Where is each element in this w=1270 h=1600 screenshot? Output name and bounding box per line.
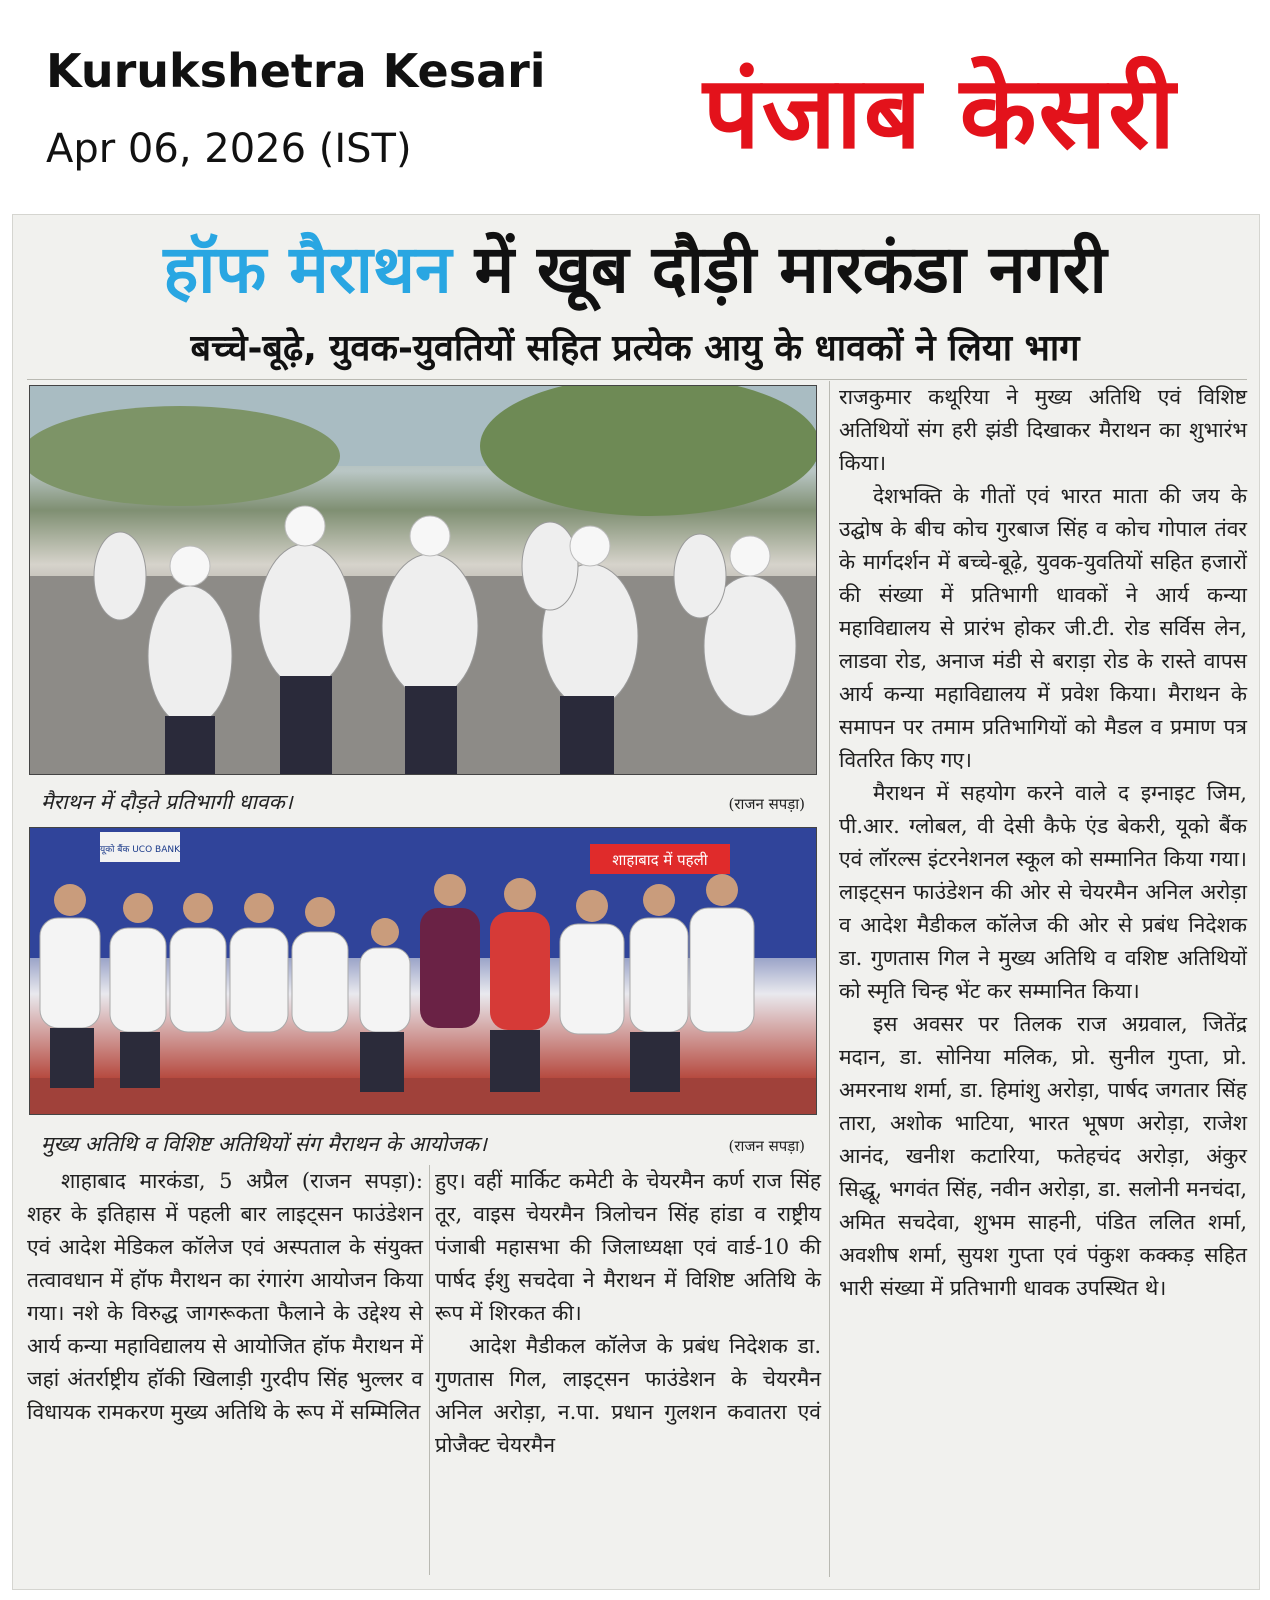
page-header xyxy=(0,0,1270,212)
headline-highlight: हॉफ मैराथन xyxy=(163,231,452,308)
news-clipping xyxy=(12,214,1260,1590)
marathon-runners-photo xyxy=(29,385,817,775)
photo1-credit: (राजन सपड़ा) xyxy=(728,795,805,813)
event-banner-text: शाहाबाद में पहली xyxy=(612,851,708,869)
edition-name: Kurukshetra Kesari xyxy=(46,44,546,98)
publication-date: Apr 06, 2026 (IST) xyxy=(46,126,412,172)
photo2-caption xyxy=(41,1129,811,1159)
paragraph: देशभक्ति के गीतों एवं भारत माता की जय के उद्घोष के बीच कोच गुरबाज सिंह व कोच गोपाल तंवर के मार्गदर्शन में बच्चे-बूढ़े, युवक-युवतियों सहित हजारों की संख्या में प्रतिभागी धावकों ने आर्य कन्या महाविद्यालय से प्रारंभ होकर जी.टी. रोड सर्विस लेन, लाडवा रोड, अनाज मंडी से बराड़ा रोड के रास्ते वापस आर्य कन्या महाविद्यालय में प्रवेश किया। मैराथन के समापन पर तमाम प्रतिभागियों को मैडल व प्रमाण पत्र वितरित किए गए। xyxy=(839,484,1247,772)
column-divider xyxy=(829,381,830,1577)
group-illustration xyxy=(30,828,816,1114)
photo1-caption-text: मैराथन में दौड़ते प्रतिभागी धावक। xyxy=(41,790,293,814)
paragraph: राजकुमार कथूरिया ने मुख्य अतिथि एवं विशिष्ट अतिथियों संग हरी झंडी दिखाकर मैराथन का शुभारंभ किया। xyxy=(839,385,1247,475)
organizers-group-photo xyxy=(29,827,817,1115)
runners-illustration xyxy=(30,386,816,774)
article-column-3 xyxy=(839,381,1247,1305)
article-headline xyxy=(25,225,1245,315)
photo2-credit: (राजन सपड़ा) xyxy=(728,1137,805,1155)
paragraph: शाहाबाद मारकंडा, 5 अप्रैल (राजन सपड़ा): शहर के इतिहास में पहली बार लाइट्सन फाउंडेशन एवं आदेश मेडिकल कॉलेज एवं अस्पताल के संयुक्त तत्वावधान में हॉफ मैराथन का रंगारंग आयोजन किया गया। नशे के विरुद्ध जागरूकता फैलाने के उद्देश्य से आर्य कन्या महाविद्यालय से आयोजित हॉफ मैराथन में जहां अंतर्राष्ट्रीय हॉकी खिलाड़ी गुरदीप सिंह भुल्लर व विधायक रामकरण मुख्य अतिथि के रूप में सम्मिलित xyxy=(27,1169,423,1424)
bank-banner-text: यूको बैंक UCO BANK xyxy=(99,845,181,855)
photo2-caption-text: मुख्य अतिथि व विशिष्ट अतिथियों संग मैराथन के आयोजक। xyxy=(41,1132,487,1156)
paragraph: मैराथन में सहयोग करने वाले द इग्नाइट जिम, पी.आर. ग्लोबल, वी देसी कैफे एंड बेकरी, यूको बैंक एवं लॉरल्स इंटरनेशनल स्कूल को सम्मानित किया गया। लाइट्सन फाउंडेशन की ओर से चेयरमैन अनिल अरोड़ा व आदेश मैडीकल कॉलेज की ओर से प्रबंध निदेशक डा. गुणतास गिल ने मुख्य अतिथि व वशिष्ट अतिथियों को स्मृति चिन्ह भेंट कर सम्मानित किया। xyxy=(839,781,1247,1003)
article-column-2 xyxy=(435,1165,821,1462)
headline-rest: में खूब दौड़ी मारकंडा नगरी xyxy=(451,231,1107,308)
article-column-1 xyxy=(27,1165,423,1429)
paragraph: हुए। वहीं मार्किट कमेटी के चेयरमैन कर्ण राज सिंह तूर, वाइस चेयरमैन त्रिलोचन सिंह हांडा व राष्ट्रीय पंजाबी महासभा की जिलाध्यक्षा एवं वार्ड-10 की पार्षद ईशु सचदेवा ने मैराथन में विशिष्ट अतिथि के रूप में शिरकत की। xyxy=(435,1169,821,1325)
divider-rule xyxy=(27,379,1247,380)
paragraph: इस अवसर पर तिलक राज अग्रवाल, जितेंद्र मदान, डा. सोनिया मलिक, प्रो. सुनील गुप्ता, प्रो. अमरनाथ शर्मा, डा. हिमांशु अरोड़ा, पार्षद जगतार सिंह तारा, अशोक भाटिया, भारत भूषण अरोड़ा, राजेश आनंद, खनीश कटारिया, फतेहचंद अरोड़ा, अंकुर सिद्धू, भगवंत सिंह, नवीन अरोड़ा, डा. सलोनी मनचंदा, अमित सचदेवा, शुभम साहनी, पंडित ललित शर्मा, अवशीष शर्मा, सुयश गुप्ता एवं पंकुश कक्कड़ सहित भारी संख्या में प्रतिभागी धावक उपस्थित थे। xyxy=(839,1012,1247,1300)
newspaper-masthead: पंजाब केसरी xyxy=(702,54,1177,171)
photo1-caption xyxy=(41,787,811,817)
column-divider xyxy=(429,1165,430,1575)
article-subheadline: बच्चे-बूढ़े, युवक-युवतियों सहित प्रत्येक आयु के धावकों ने लिया भाग xyxy=(190,328,1080,369)
paragraph: आदेश मैडीकल कॉलेज के प्रबंध निदेशक डा. गुणतास गिल, लाइट्सन फाउंडेशन के चेयरमैन अनिल अरोड़ा, न.पा. प्रधान गुलशन कवातरा एवं प्रोजैक्ट चेयरमैन xyxy=(435,1334,821,1457)
